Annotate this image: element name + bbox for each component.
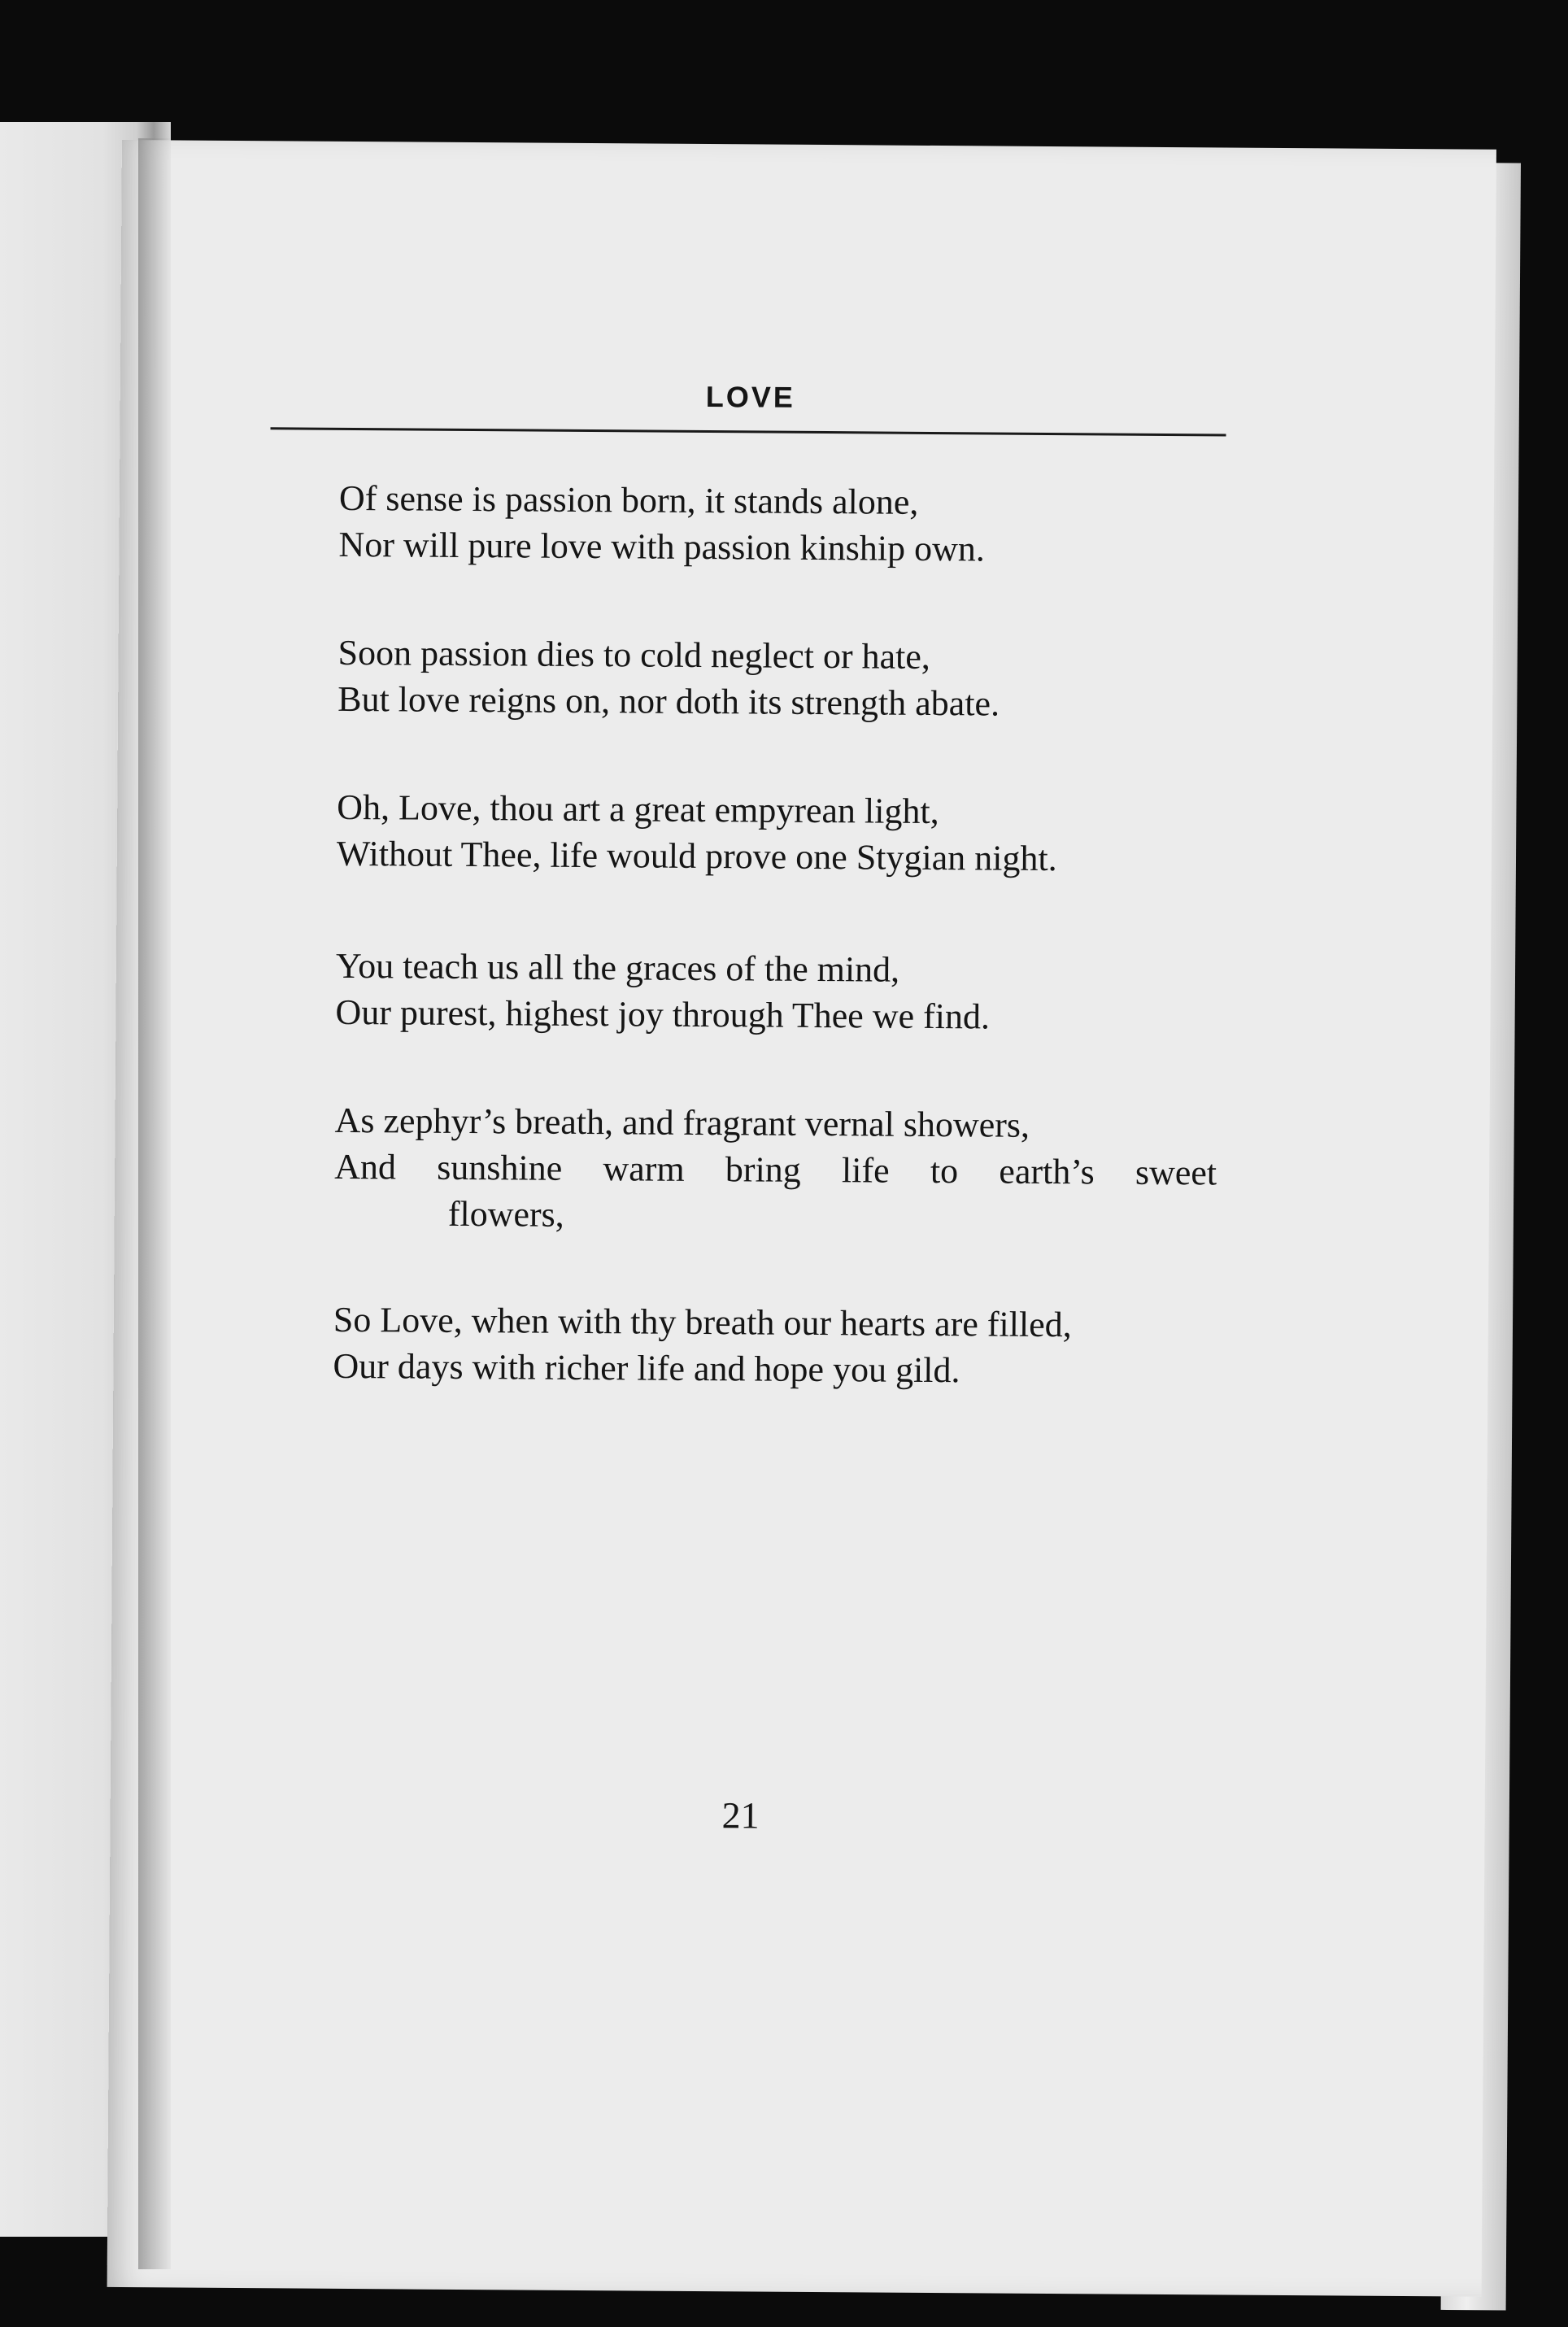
- poem-line: Our purest, highest joy through Thee we find.: [335, 991, 991, 1037]
- page-content: [107, 140, 1496, 2297]
- stanza-4: [335, 943, 1247, 1042]
- poem-line: Soon passion dies to cold neglect or hate,: [338, 632, 931, 677]
- poem-word: earth’s: [999, 1151, 1095, 1192]
- poem-line: Oh, Love, thou art a great empyrean light,: [337, 787, 939, 832]
- stanza-3: [337, 784, 1248, 883]
- stanza-5: [334, 1097, 1246, 1243]
- poem-line: Our days with richer life and hope you gild.: [333, 1345, 960, 1391]
- poem-line: You teach us all the graces of the mind,: [335, 945, 900, 990]
- binding-gutter-shadow: [138, 138, 171, 2269]
- poem-line-justified: [334, 1144, 1217, 1196]
- poem-line: Of sense is passion born, it stands alone,: [338, 477, 919, 522]
- running-head: LOVE: [705, 380, 795, 414]
- poem-line-continuation: flowers,: [447, 1193, 564, 1235]
- poem-line: Nor will pure love with passion kinship own.: [338, 524, 986, 569]
- poem-word: And: [334, 1146, 397, 1187]
- poem-word: to: [930, 1150, 959, 1192]
- stanza-2: [338, 630, 1249, 729]
- stanza-1: [338, 475, 1250, 574]
- header-rule: [271, 427, 1226, 436]
- book-page: [107, 140, 1496, 2297]
- poem-word: warm: [603, 1148, 685, 1189]
- poem-line: As zephyr’s breath, and fragrant vernal showers,: [334, 1100, 1030, 1145]
- page-number: 21: [721, 1794, 760, 1837]
- poem-line: Without Thee, life would prove one Stygian night.: [336, 833, 1057, 879]
- poem-word: sunshine: [437, 1147, 563, 1188]
- poem-line: But love reigns on, nor doth its strength abate.: [338, 678, 1000, 724]
- stanza-6: [333, 1296, 1244, 1396]
- poem-word: sweet: [1135, 1152, 1217, 1193]
- poem-word: life: [841, 1150, 890, 1191]
- poem-word: bring: [725, 1149, 801, 1190]
- poem-line: So Love, when with thy breath our hearts are filled,: [333, 1299, 1072, 1345]
